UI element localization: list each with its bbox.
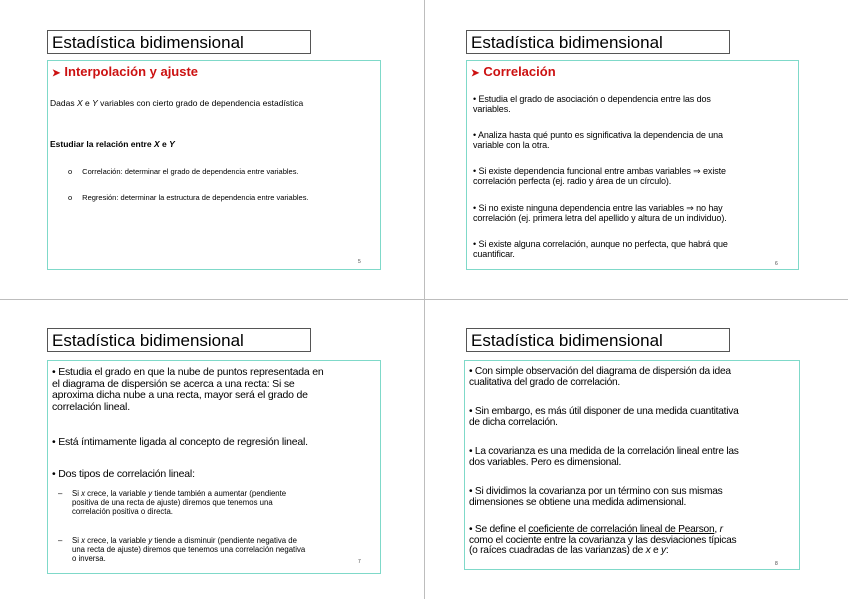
slide-title: Estadística bidimensional: [47, 30, 311, 54]
paragraph-1: • Estudia el grado en que la nube de puntos representada en el diagrama de dispersión se acerca a una recta: Si se aproxima dicha nube a una recta, mayor será el grado de correlación lineal.: [52, 366, 324, 413]
paragraph-5: • Si existe alguna correlación, aunque no perfecta, que habrá que cuantificar.: [473, 239, 728, 259]
slide-panel: [466, 60, 799, 270]
paragraph-3: • La covarianza es una medida de la correlación lineal entre las dos variables. Pero es dimensional.: [469, 446, 739, 468]
section-heading: ➤ Interpolación y ajuste: [52, 64, 199, 79]
slide-title: Estadística bidimensional: [47, 328, 311, 352]
section-heading: ➤ Correlación: [471, 64, 556, 79]
slide-title: Estadística bidimensional: [466, 328, 730, 352]
arrow-bullet-icon: ➤: [52, 68, 61, 79]
list-item-regresion: o Regresión: determinar la estructura de dependencia entre variables.: [68, 193, 309, 202]
paragraph-2: • Está íntimamente ligada al concepto de regresión lineal.: [52, 436, 308, 448]
paragraph-1: • Con simple observación del diagrama de dispersión da idea cualitativa del grado de correlación.: [469, 366, 731, 388]
paragraph-1: • Estudia el grado de asociación o dependencia entre las dos variables.: [473, 94, 711, 114]
sub-item-positive: – Si x crece, la variable y tiende también a aumentar (pendiente positiva de una recta de ajuste) diremos que tenemos una correlación positiva o directa.: [58, 489, 287, 516]
slide-8: [424, 300, 848, 599]
page-number: 6: [775, 261, 778, 267]
paragraph-3: • Dos tipos de correlación lineal:: [52, 468, 195, 480]
intro-text: Dadas X e Y variables con cierto grado de dependencia estadística: [50, 98, 304, 108]
page-number: 5: [358, 259, 361, 265]
pearson-link-text: coeficiente de correlación lineal de Pearson: [528, 524, 715, 535]
slide-5: [0, 0, 424, 299]
slide-title: Estadística bidimensional: [466, 30, 730, 54]
paragraph-5: • Se define el coeficiente de correlación lineal de Pearson, r como el cociente entre la covarianza y las desviaciones típicas (o raíces cuadradas de las varianzas) de x e y:: [469, 524, 737, 556]
paragraph-4: • Si no existe ninguna dependencia entre las variables ⇒ no hay correlación (ej. primera letra del apellido y altura de un individuo).: [473, 203, 727, 223]
arrow-bullet-icon: ➤: [471, 68, 480, 79]
sub-item-negative: – Si x crece, la variable y tiende a disminuir (pendiente negativa de una recta de ajuste) diremos que tenemos una correlación negativa o inversa.: [58, 536, 306, 563]
list-item-correlacion: o Correlación: determinar el grado de dependencia entre variables.: [68, 167, 299, 176]
slide-panel: [47, 360, 381, 574]
page-number: 8: [775, 561, 778, 567]
page-number: 7: [358, 559, 361, 565]
study-heading: Estudiar la relación entre X e Y: [50, 139, 175, 149]
paragraph-4: • Si dividimos la covarianza por un término con sus mismas dimensiones se obtiene una medida adimensional.: [469, 486, 723, 508]
paragraph-3: • Si existe dependencia funcional entre ambas variables ⇒ existe correlación perfecta (ej. radio y área de un círculo).: [473, 166, 726, 186]
paragraph-2: • Sin embargo, es más útil disponer de una medida cuantitativa de dicha correlación.: [469, 406, 739, 428]
slide-7: [0, 300, 424, 599]
slide-6: [424, 0, 848, 299]
paragraph-2: • Analiza hasta qué punto es significativa la dependencia de una variable con la otra.: [473, 130, 723, 150]
slide-panel: [464, 360, 800, 570]
slide-panel: [47, 60, 381, 270]
